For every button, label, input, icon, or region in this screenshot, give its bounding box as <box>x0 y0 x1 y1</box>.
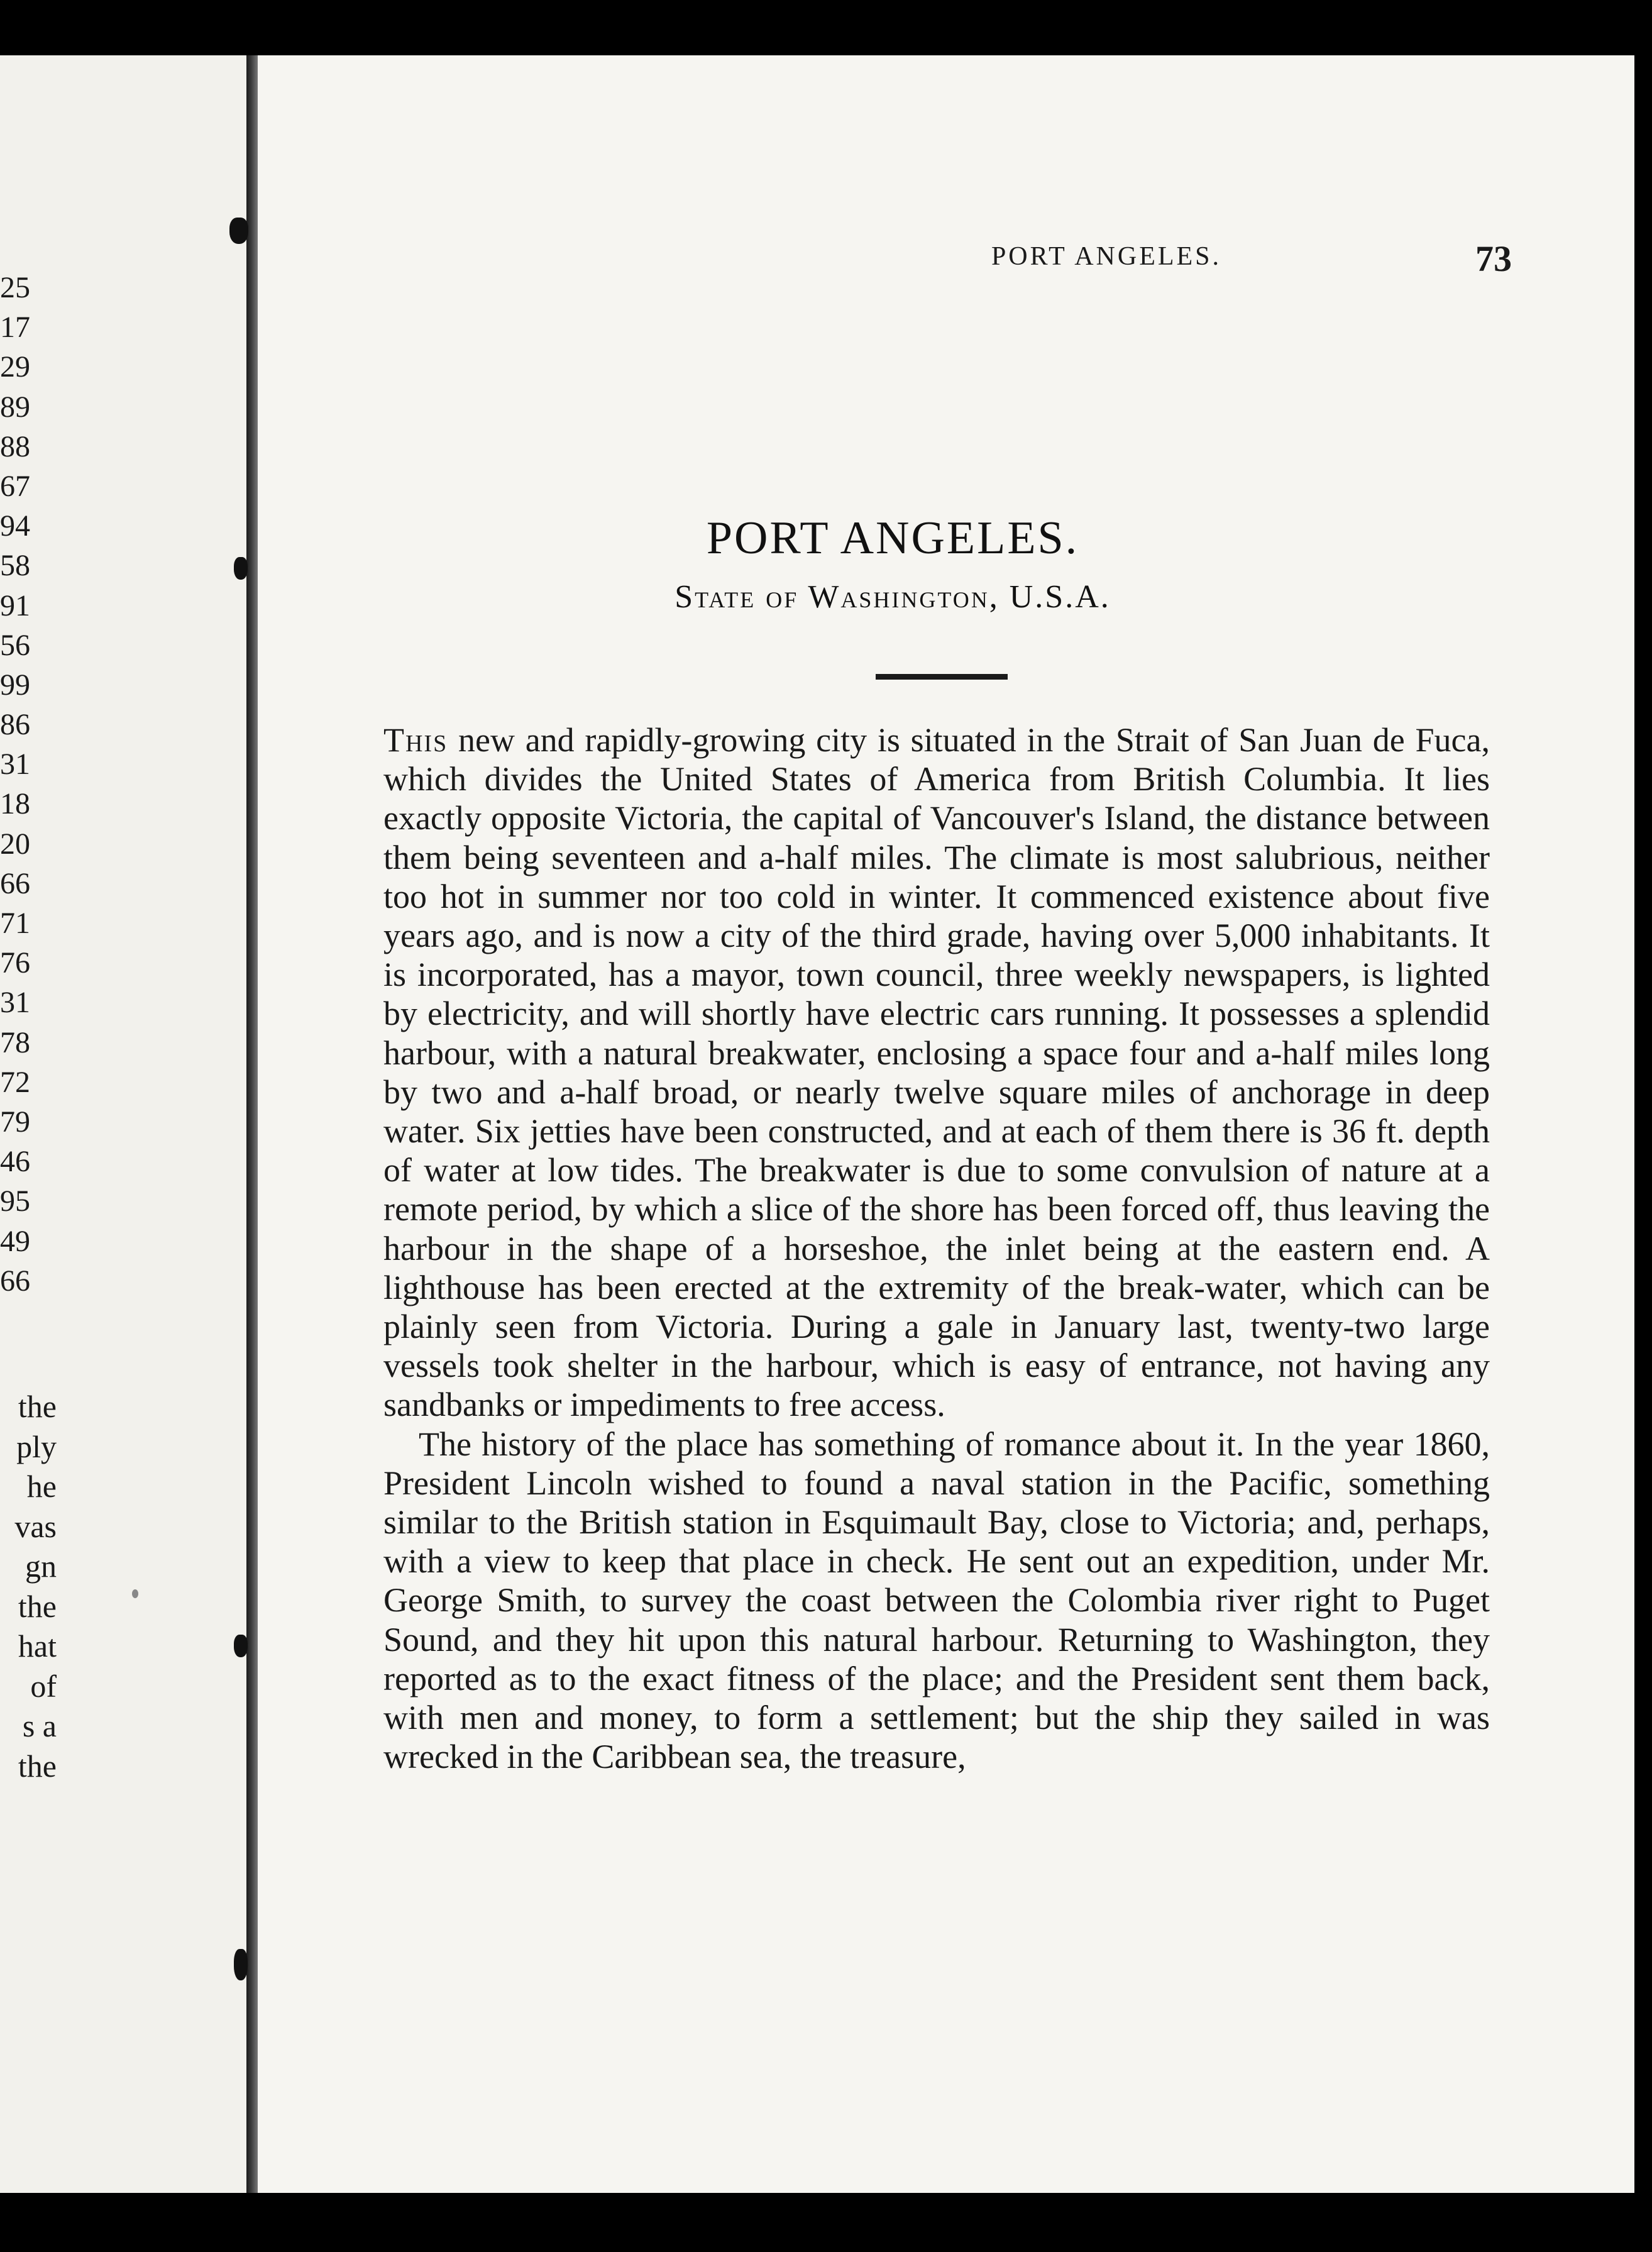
left-page-number: 31 <box>0 986 30 1020</box>
left-word-column <box>0 1387 57 1786</box>
left-page-number: 25 <box>0 271 30 304</box>
body-text <box>383 720 1490 1776</box>
left-page-number: 20 <box>0 827 30 861</box>
sewing-mark <box>234 1949 248 1980</box>
left-page-number: 99 <box>0 668 30 702</box>
left-page-number: 94 <box>0 509 30 543</box>
left-page-number: 72 <box>0 1065 30 1099</box>
left-page-word: gn <box>25 1548 57 1584</box>
left-number-column <box>0 268 44 1301</box>
left-page-word: the <box>18 1588 57 1624</box>
left-page-word: vas <box>14 1508 57 1544</box>
left-page-number: 66 <box>0 866 30 900</box>
left-page-number: 58 <box>0 549 30 583</box>
left-page-number: 67 <box>0 469 30 503</box>
left-page-number: 88 <box>0 429 30 463</box>
left-page-word: the <box>18 1389 57 1424</box>
sewing-mark <box>229 218 248 244</box>
left-page-number: 91 <box>0 588 30 622</box>
left-page-number: 78 <box>0 1025 30 1059</box>
left-page-fragment <box>0 55 246 2193</box>
ink-smudge <box>132 1589 138 1598</box>
left-page-number: 49 <box>0 1224 30 1258</box>
running-head: PORT ANGELES. <box>991 242 1222 271</box>
book-gutter <box>246 55 258 2193</box>
chapter-subtitle: State of Washington, U.S.A. <box>675 579 1111 615</box>
page-number: 73 <box>1475 238 1512 279</box>
left-page-number: 31 <box>0 748 30 781</box>
title-rule <box>876 674 1008 680</box>
left-page-number: 95 <box>0 1184 30 1218</box>
right-page <box>258 55 1634 2193</box>
paragraph-text: new and rapidly-growing city is situated in the Strait of San Juan de Fuca, which divides the United States of America from British Columbia. It lies exactly opposite Victoria, the capital of Vancouver's Island, the distance between them being seventeen and a-half miles. The climate is most salubrious, neither too hot in summer nor too cold in winter. It commenced existence about five years ago, and is now a city of the third grade, having over 5,000 inhabitants. It is incorporated, has a mayor, town council, three weekly newspapers, is lighted by electricity, and will shortly have electric cars running. It possesses a splendid harbour, with a natural breakwater, enclosing a space four and a-half miles long by two and a-half broad, or nearly twelve square miles of anchorage in deep water. Six jetties have been constructed, and at each of them there is 36 ft. depth of water at low tides. The breakwater is due to some convulsion of nature at a remote period, by which a slice of the shore has been forced off, thus leaving the harbour in the shape of a horseshoe, the inlet being at the eastern end. A lighthouse has been erected at the extremity of the break-water, which can be plainly seen from Victoria. During a gale in January last, twenty-two large vessels took shelter in the harbour, which is easy of entrance, not having any sandbanks or impediments to free access. <box>383 721 1490 1424</box>
left-page-number: 17 <box>0 311 30 345</box>
left-page-number: 89 <box>0 390 30 424</box>
paragraph <box>383 720 1490 1425</box>
paragraph: The history of the place has something of romance about it. In the year 1860, President Lincoln wished to found a naval station in the Pacific, something similar to the British station in Esquimault Bay, close to Victoria; and, perhaps, with a view to keep that place in check. He sent out an expedition, under Mr. George Smith, to survey the coast between the Colombia river right to Puget Sound, and they hit upon this natural harbour. Returning to Washington, they reported as to the exact fitness of the place; and the President sent them back, with men and money, to form a settlement; but the ship they sailed in was wrecked in the Caribbean sea, the treasure, <box>383 1425 1490 1776</box>
scan-border-right <box>1634 0 1652 2252</box>
left-page-word: ply <box>16 1428 57 1464</box>
left-page-number: 71 <box>0 907 30 940</box>
left-page-word: of <box>30 1668 57 1704</box>
left-page-number: 29 <box>0 350 30 384</box>
left-page-word: hat <box>18 1628 57 1664</box>
left-page-number: 76 <box>0 946 30 980</box>
scan-border-bottom <box>0 2193 1652 2252</box>
left-page-number: 46 <box>0 1145 30 1179</box>
left-page-word: s a <box>22 1708 57 1743</box>
left-page-number: 86 <box>0 708 30 742</box>
left-page-number: 79 <box>0 1105 30 1139</box>
left-page-word: the <box>18 1748 57 1784</box>
left-page-number: 56 <box>0 628 30 662</box>
left-page-word: he <box>26 1469 57 1504</box>
scan-border-top <box>0 0 1652 55</box>
left-page-number: 66 <box>0 1264 30 1298</box>
left-page-number: 18 <box>0 787 30 821</box>
sewing-mark <box>234 557 248 580</box>
sewing-mark <box>234 1635 248 1657</box>
chapter-title: PORT ANGELES. <box>706 512 1079 564</box>
opening-word: This <box>383 721 448 759</box>
